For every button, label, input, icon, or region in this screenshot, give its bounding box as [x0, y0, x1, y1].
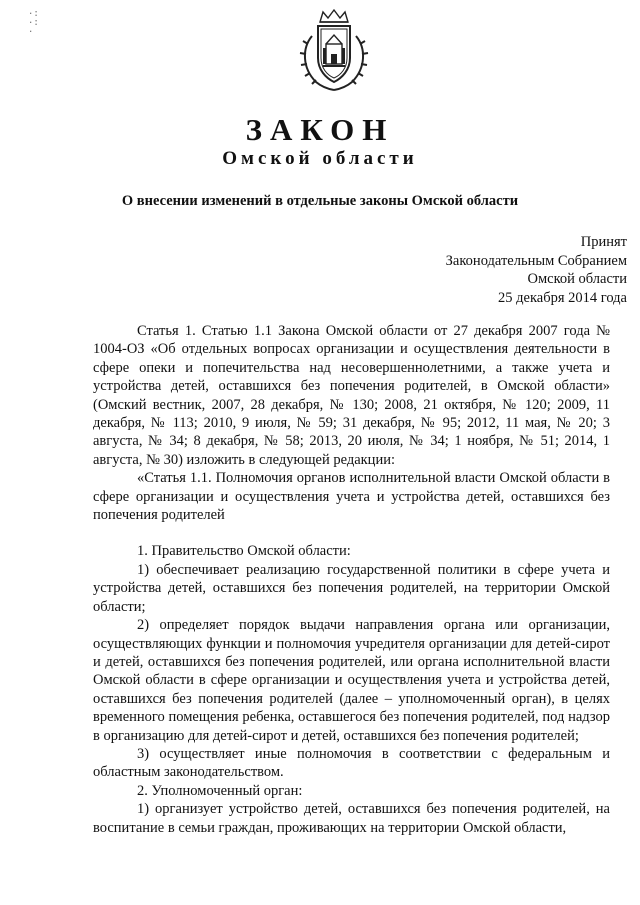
paragraph: 1. Правительство Омской области: — [137, 543, 351, 560]
law-body — [93, 322, 610, 837]
paragraph: 1) организует устройство детей, оставшихся без попечения родителей, на воспитание в семьи граждан, проживающих на территории Омской области, — [93, 801, 610, 836]
adoption-date: 25 декабря 2014 года — [498, 289, 627, 306]
adoption-line: Омской области — [527, 271, 627, 287]
adoption-line: Принят — [580, 234, 627, 250]
paragraph: 2) определяет порядок выдачи направления органа или организации, осуществляющих функции и полномочия учредителя организации для детей-сирот и детей, оставшихся без попечения родителей, или органа исполнительной власти Омской области в сфере организации и осуществления учета и устройства детей, оставшихся без попечения родителей (далее – уполномоченный орган), в целях временного помещения ребенка, оставшегося без попечения родителей, под надзор в организацию для детей-сирот и детей, оставшихся без попечения родителей; — [93, 617, 610, 744]
adoption-line: Законодательным Собранием — [445, 252, 627, 269]
document-subtitle: Омской области — [222, 148, 418, 169]
paragraph: Статья 1. Статью 1.1 Закона Омской области от 27 декабря 2007 года № 1004-ОЗ «Об отдельных вопросах организации и осуществления деятельности в сфере опеки и попечительства над несовершеннолетними, а также учета и устройства детей, оставшихся без попечения родителей, в Омской области» (Омский вестник, 2007, 28 декабря, № 130; 2008, 21 октября, № 120; 2009, 11 декабря, № 113; 2010, 9 июля, № 59; 31 декабря, № 95; 2012, 11 мая, № 20; 3 августа, № 34; 8 декабря, № 58; 2013, 20 июля, № 34; 1 ноября, № 51; 2014, 1 августа, № 30) изложить в следующей редакции: — [93, 323, 610, 468]
paragraph: 2. Уполномоченный орган: — [137, 782, 303, 799]
paragraph: 1) обеспечивает реализацию государственной политики в сфере учета и устройства детей, оставшихся без попечения родителей, на территории Омской области; — [93, 561, 610, 615]
paragraph: 3) осуществляет иные полномочия в соответствии с федеральным и областным законодательством. — [93, 745, 610, 781]
law-name: О внесении изменений в отдельные законы Омской области — [121, 193, 519, 209]
scan-marks: ·: ·: · — [28, 9, 39, 37]
adoption-block — [446, 233, 627, 307]
coat-of-arms-icon — [296, 8, 372, 92]
paragraph: «Статья 1.1. Полномочия органов исполнительной власти Омской области в сфере организации и осуществления учета и устройства детей, оставшихся без попечения родителей — [93, 470, 610, 524]
document-title: ЗАКОН — [245, 112, 395, 147]
